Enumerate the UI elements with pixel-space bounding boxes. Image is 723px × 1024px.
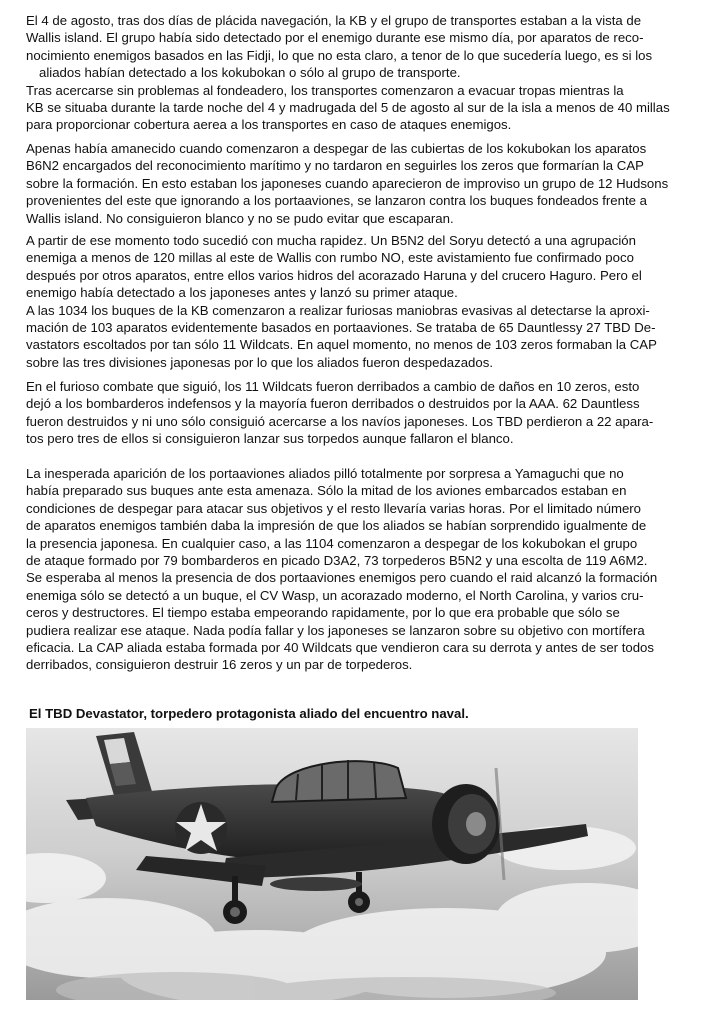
- text-line: B6N2 encargados del reconocimiento marítimo y no tardaron en seguirles los zeros que formarían la CAP: [26, 158, 644, 174]
- text-line: dejó a los bombarderos indefensos y la mayoría fueron derribados o destruidos por la AAA. 62 Dauntless: [26, 396, 640, 412]
- paragraph-3: [26, 232, 706, 371]
- text-line: enemiga a menos de 120 millas al este de Wallis con rumbo NO, este avistamiento fue confirmado poco: [26, 250, 634, 266]
- text-line: mación de 103 aparatos evidentemente basados en portaaviones. Se trataba de 65 Dauntlessy 27 TBD De-: [26, 320, 656, 336]
- text-line: El 4 de agosto, tras dos días de plácida navegación, la KB y el grupo de transportes estaban a la vista de: [26, 13, 642, 28]
- text-line: Wallis island. El grupo había sido detectado por el enemigo durante ese mismo día, por aparatos de reco-: [26, 30, 644, 46]
- paragraph-5: [26, 465, 706, 674]
- text-line: tos pero tres de ellos si consiguieron lanzar sus torpedos aunque fallaron el blanco.: [26, 431, 514, 447]
- text-line: sobre las tres divisiones japonesas por lo que los aliados fueron despedazados.: [26, 354, 493, 370]
- text-line: eficacia. La CAP aliada estaba formada por 40 Wildcats que vendieron cara su derrota y antes de ser todos: [26, 640, 654, 656]
- text-line: condiciones de despegar para atacar sus objetivos y el resto llevaría varias horas. Por el limitado número: [26, 500, 642, 516]
- text-line: pudiera realizar ese ataque. Nada podía fallar y los japoneses se lanzaron sobre su objetivo con mortífera: [26, 622, 645, 638]
- text-line: provenientes del este que ignorando a los portaaviones, se lanzaron contra los buques fondeados frente a: [26, 193, 647, 209]
- text-line: para proporcionar cobertura aerea a los transportes en caso de ataques enemigos.: [26, 117, 512, 133]
- text-line: derribados, consiguieron destruir 16 zeros y un par de torpederos.: [26, 657, 413, 673]
- text-line: ceros y destructores. El tiempo estaba empeorando rapidamente, por lo que era probable que sólo se: [26, 605, 620, 621]
- paragraph-4: [26, 378, 706, 448]
- text-line: KB se situaba durante la tarde noche del 4 y madrugada del 5 de agosto al sur de la isla a menos de 40 millas: [26, 100, 670, 116]
- text-line: fueron destruidos y ni uno sólo consiguió acercarse a los navíos japoneses. Los TBD perdieron a 22 apara-: [26, 413, 654, 429]
- text-line: A partir de ese momento todo sucedió con mucha rapidez. Un B5N2 del Soryu detectó a una agrupación: [26, 233, 636, 248]
- text-line: Wallis island. No consiguieron blanco y no se pudo evitar que escaparan.: [26, 210, 454, 226]
- text-line: enemiga sólo se detectó a un buque, el CV Wasp, un acorazado moderno, el North Carolina, y varios cru-: [26, 587, 644, 603]
- photo-caption: El TBD Devastator, torpedero protagonista aliado del encuentro naval.: [29, 706, 469, 721]
- text-line: En el furioso combate que siguió, los 11 Wildcats fueron derribados a cambio de daños en 10 zeros, esto: [26, 379, 640, 394]
- paragraph-1: [26, 12, 706, 134]
- text-line: Tras acercarse sin problemas al fondeadero, los transportes comenzaron a evacuar tropas mientras la: [26, 82, 624, 98]
- text-line: La inesperada aparición de los portaaviones aliados pilló totalmente por sorpresa a Yamaguchi que no: [26, 466, 624, 481]
- aircraft-photo: [26, 728, 638, 1000]
- text-line: de aparatos enemigos también daba la impresión de que los aliados se habían sorprendido igualmente de: [26, 518, 647, 534]
- text-line: después por otros aparatos, entre ellos varios hidros del acorazado Haruna y del crucero Haguro. Pero el: [26, 267, 642, 283]
- text-line: A las 1034 los buques de la KB comenzaron a realizar furiosas maniobras evasivas al detectarse la aproxi-: [26, 302, 650, 318]
- text-line: nocimiento enemigos basados en las Fidji, lo que no esta claro, a tenor de lo que sucedería luego, es si los: [26, 47, 653, 63]
- text-line: enemigo había detectado a los japoneses antes y lanzó su primer ataque.: [26, 285, 458, 301]
- text-line: sobre la formación. En esto estaban los japoneses cuando aparecieron de improviso un grupo de 12 Hudsons: [26, 175, 669, 191]
- text-line: de ataque formado por 79 bombarderos en picado D3A2, 73 torpederos B5N2 y una escolta de 119 A6M2.: [26, 553, 648, 569]
- text-line: Se esperaba al menos la presencia de dos portaaviones enemigos pero cuando el raid alcanzó la formación: [26, 570, 658, 586]
- text-line: había preparado sus buques ante esta amenaza. Sólo la mitad de los aviones embarcados estaban en: [26, 483, 627, 499]
- text-line: aliados habían detectado a los kokubokan o sólo al grupo de transporte.: [39, 65, 461, 81]
- text-line: Apenas había amanecido cuando comenzaron a despegar de las cubiertas de los kokubokan los aparatos: [26, 141, 647, 156]
- text-line: vastators escoltados por tan sólo 11 Wildcats. En aquel momento, no menos de 103 zeros formaban la CAP: [26, 337, 657, 353]
- text-line: la presencia japonesa. En cualquier caso, a las 1104 comenzaron a despegar de los kokubokan el grupo: [26, 535, 638, 551]
- paragraph-2: [26, 140, 706, 227]
